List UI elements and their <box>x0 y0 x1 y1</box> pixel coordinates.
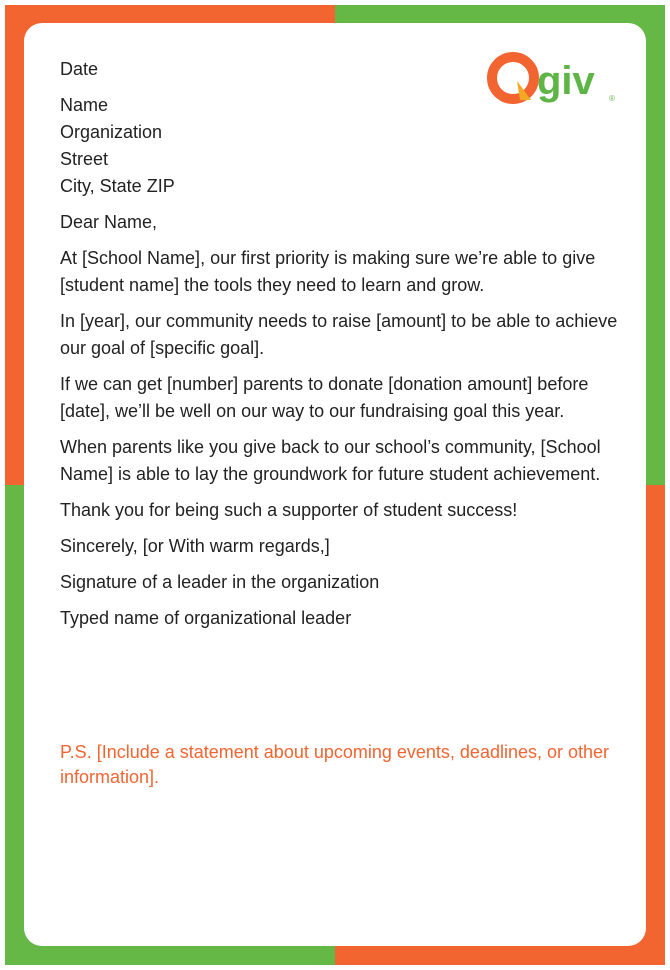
recipient-organization: Organization <box>60 122 163 142</box>
letter-body <box>60 56 620 632</box>
logo-text: giv <box>537 59 595 103</box>
signature-line: Signature of a leader in the organization <box>60 572 380 592</box>
body-paragraph: At [School Name], our first priority is making sure we’re able to give [student name] the tools they need to learn and grow. <box>60 248 596 295</box>
closing-line: Sincerely, [or With warm regards,] <box>60 536 330 556</box>
recipient-street: Street <box>60 149 109 169</box>
body-paragraph: In [year], our community needs to raise [amount] to be able to achieve our goal of [specific goal]. <box>60 311 618 358</box>
recipient-city: City, State ZIP <box>60 176 175 196</box>
typed-name-line: Typed name of organizational leader <box>60 608 352 628</box>
salutation: Dear Name, <box>60 212 158 232</box>
body-paragraph: When parents like you give back to our school’s community, [School Name] is able to lay the groundwork for future student achievement. <box>60 437 601 484</box>
body-paragraph: If we can get [number] parents to donate [donation amount] before [date], we’ll be well on our way to our fundraising goal this year. <box>60 374 589 421</box>
body-paragraph: Thank you for being such a supporter of student success! <box>60 500 518 520</box>
date-line: Date <box>60 59 99 79</box>
postscript: P.S. [Include a statement about upcoming events, deadlines, or other information]. <box>60 742 610 787</box>
logo-registered-mark: ® <box>609 94 615 103</box>
recipient-name: Name <box>60 95 109 115</box>
